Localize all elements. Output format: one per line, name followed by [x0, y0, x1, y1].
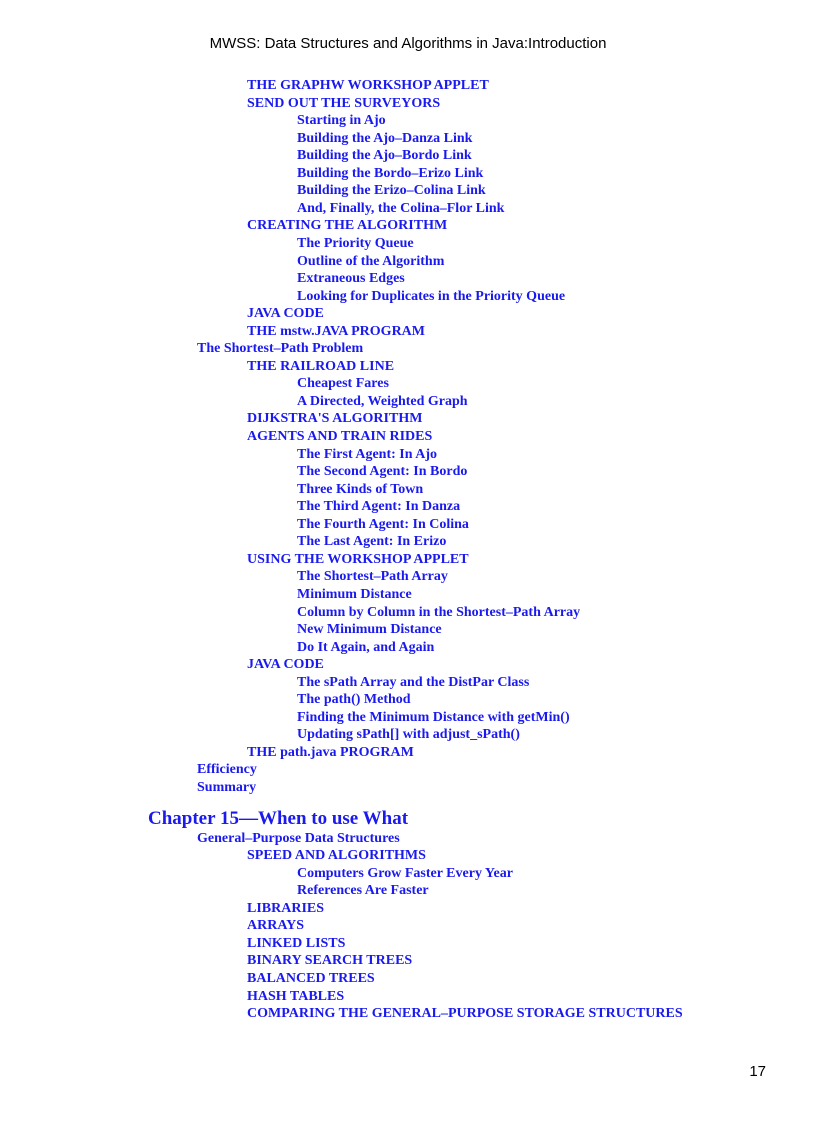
toc-link[interactable]: Cheapest Fares: [297, 376, 389, 392]
toc-link[interactable]: HASH TABLES: [247, 988, 345, 1004]
toc-link[interactable]: JAVA CODE: [247, 306, 324, 322]
toc-link[interactable]: THE path.java PROGRAM: [247, 744, 414, 760]
toc-link[interactable]: LIBRARIES: [247, 900, 325, 916]
toc-link[interactable]: The First Agent: In Ajo: [297, 446, 437, 462]
toc-link[interactable]: The Shortest–Path Problem: [197, 341, 364, 357]
toc-link[interactable]: COMPARING THE GENERAL–PURPOSE STORAGE STRUCTURES: [247, 1006, 683, 1022]
toc-link[interactable]: Minimum Distance: [297, 586, 412, 602]
toc-link[interactable]: Outline of the Algorithm: [297, 253, 445, 269]
toc-link[interactable]: Finding the Minimum Distance with getMin(): [297, 709, 570, 725]
toc-link[interactable]: Updating sPath[] with adjust_sPath(): [297, 727, 520, 743]
toc-link[interactable]: DIJKSTRA'S ALGORITHM: [247, 411, 423, 427]
toc-link[interactable]: Efficiency: [197, 762, 257, 778]
toc-link[interactable]: The Priority Queue: [297, 235, 414, 251]
toc-link[interactable]: THE GRAPHW WORKSHOP APPLET: [247, 78, 489, 93]
toc-link[interactable]: BALANCED TREES: [247, 970, 375, 986]
toc-link[interactable]: THE mstw.JAVA PROGRAM: [247, 323, 426, 339]
toc-link[interactable]: Building the Erizo–Colina Link: [297, 183, 486, 199]
toc-link[interactable]: Computers Grow Faster Every Year: [297, 865, 513, 881]
toc-link[interactable]: Extraneous Edges: [297, 271, 405, 287]
toc-link[interactable]: New Minimum Distance: [297, 622, 442, 638]
toc-link[interactable]: BINARY SEARCH TREES: [247, 953, 413, 969]
toc-link[interactable]: The Third Agent: In Danza: [297, 499, 461, 515]
toc-link[interactable]: Three Kinds of Town: [297, 481, 424, 497]
toc-link[interactable]: General–Purpose Data Structures: [197, 830, 400, 846]
toc-chapter-link[interactable]: Chapter 15—When to use What: [148, 807, 409, 829]
page-header: MWSS: Data Structures and Algorithms in Java:Introduction: [209, 35, 607, 52]
toc-link[interactable]: SPEED AND ALGORITHMS: [247, 848, 426, 864]
toc-link[interactable]: Starting in Ajo: [297, 113, 386, 129]
toc-link[interactable]: Column by Column in the Shortest–Path Array: [297, 604, 581, 620]
toc-link[interactable]: A Directed, Weighted Graph: [297, 393, 468, 409]
toc-link[interactable]: Do It Again, and Again: [297, 639, 435, 655]
toc-link[interactable]: The sPath Array and the DistPar Class: [297, 674, 530, 690]
toc-link[interactable]: JAVA CODE: [247, 657, 324, 673]
toc-link[interactable]: The Last Agent: In Erizo: [297, 534, 447, 550]
toc-link[interactable]: The path() Method: [297, 692, 411, 708]
toc-link[interactable]: CREATING THE ALGORITHM: [247, 218, 448, 234]
toc-link[interactable]: The Shortest–Path Array: [297, 569, 448, 585]
toc-link[interactable]: SEND OUT THE SURVEYORS: [247, 95, 441, 111]
toc-link[interactable]: Building the Ajo–Bordo Link: [297, 148, 472, 164]
toc-link[interactable]: AGENTS AND TRAIN RIDES: [247, 429, 433, 444]
toc-link[interactable]: THE RAILROAD LINE: [247, 358, 395, 374]
page-number: 17: [749, 1063, 766, 1080]
toc-link[interactable]: Building the Bordo–Erizo Link: [297, 165, 484, 181]
toc-link[interactable]: ARRAYS: [247, 918, 305, 934]
toc-link[interactable]: The Fourth Agent: In Colina: [297, 516, 469, 532]
toc-link[interactable]: Looking for Duplicates in the Priority Queue: [297, 288, 566, 304]
toc-link[interactable]: And, Finally, the Colina–Flor Link: [297, 200, 505, 216]
toc-link[interactable]: USING THE WORKSHOP APPLET: [247, 551, 469, 567]
toc-link[interactable]: The Second Agent: In Bordo: [297, 464, 468, 480]
toc-link[interactable]: LINKED LISTS: [247, 935, 346, 951]
toc-link[interactable]: References Are Faster: [297, 883, 429, 899]
toc-link[interactable]: Building the Ajo–Danza Link: [297, 130, 473, 146]
toc-link[interactable]: Summary: [197, 780, 257, 795]
